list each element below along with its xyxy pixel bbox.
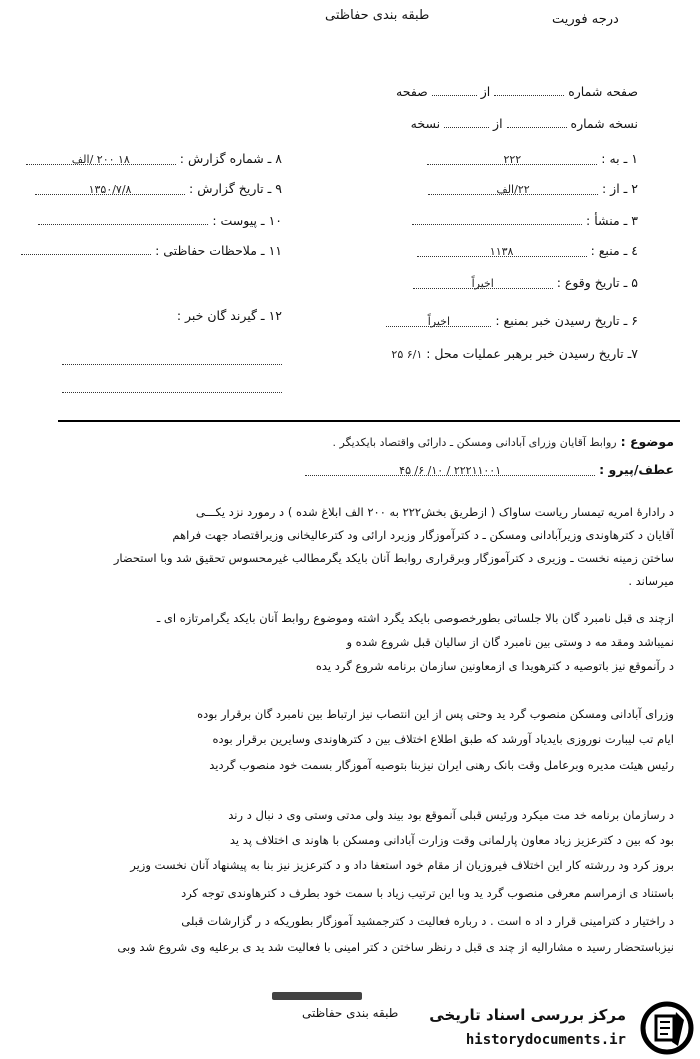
- reference-line: عطف/پیرو : ۲۲۲۱۱۰۰۱ / ۱۰/ ۶/ ۴۵: [305, 462, 674, 477]
- recipients-blank-line: [62, 350, 282, 369]
- page-number-field: صفحه شماره از صفحه: [396, 84, 638, 99]
- watermark-name: مرکز بررسی اسناد تاریخی: [429, 1006, 626, 1024]
- body-line: د رسازمان برنامه خد مت میکرد ورئیس قبلی آنموقع بود بیند ولی مدتی وستی وی د نبال د رند: [228, 808, 674, 822]
- field-news-to-source-date: ۶ ـ تاریخ رسیدن خبر بمنبع : اخیراً: [386, 313, 638, 328]
- body-line: رئیس هیئت مدیره وبرعامل وقت بانک رهنی ایران نیزبنا بتوصیه آموزگار بسمت خود منصوب گردید: [209, 758, 674, 772]
- field-to: ۱ ـ به : ۲۲۲: [427, 151, 638, 166]
- divider: [58, 420, 680, 422]
- field-security-notes: ۱۱ ـ ملاحظات حفاظتی :: [21, 243, 282, 258]
- body-line: نیزباستحضار رسید ه مشارالیه از چند ی قبل د رنظر ساختن د کتر امینی با فعالیت شد ید ی برعلیه وی شروع شد وبی: [117, 940, 674, 954]
- classification-footer: طبقه بندی حفاظتی: [302, 1006, 399, 1020]
- body-line: ازچند ی قبل نامبرد گان بالا جلساتی بطورخصوصی بایکد یگرد اشته وموضوع روابط آنان بایکد یگرامرتازه ای ـ: [156, 611, 674, 625]
- body-line: نمیباشد ومقد مه د وستی بین نامبرد گان از سالیان قبل شروع شده و: [346, 635, 674, 649]
- field-origin: ۳ ـ منشأ :: [412, 213, 638, 228]
- body-line: د رادارۀ امریه تیمسار ریاست ساواک ( ازطریق بخش۲۲۲ به ۲۰۰ الف ابلاغ شده ) د رمورد نزد یکـــی: [195, 505, 674, 519]
- field-from: ۲ ـ از : ۲۲/الف: [428, 181, 638, 196]
- body-line: ایام تب لیبارت نوروزی بایدیاد آورشد که طبق اطلاع اختلاف بین د کترهاوندی وسایرین برقرار بوده: [212, 732, 674, 746]
- body-line: ساختن زمینه نخست ـ وزیری د کترآموزگار وبرقراری روابط آنان بایکد یگرمطالب غیرمحسوس تحقیق شد وبا استحضار: [113, 551, 674, 565]
- field-recipients: ۱۲ ـ گیرند گان خبر :: [176, 308, 282, 323]
- watermark: [430, 998, 700, 1059]
- archive-logo-icon: [638, 1000, 696, 1056]
- body-line: د رآنموقع نیز باتوصیه د کترهویدا ی ازمعاونین سازمان برنامه شروع گرد یده: [315, 659, 674, 673]
- recipients-blank-line: [62, 378, 282, 397]
- field-attachment: ۱۰ ـ پیوست :: [38, 213, 282, 228]
- field-report-date: ۹ ـ تاریخ گزارش : ۱۳۵۰/۷/۸: [35, 181, 282, 196]
- body-line: میرساند .: [628, 574, 674, 588]
- field-source: ٤ ـ منبع : ۱۱۳۸: [417, 243, 638, 258]
- body-line: بود که بین د کترعزیز زیاد معاون پارلمانی وقت وزارت آبادانی ومسکن با هاوند ی اختلاف پد ید: [229, 833, 674, 847]
- field-occurrence-date: ۵ ـ تاریخ وقوع : اخیراً: [413, 275, 638, 290]
- subject-line: موضوع : روابط آقایان وزرای آبادانی ومسکن ـ دارائی واقتصاد بایکدیگر .: [332, 434, 674, 449]
- redaction-mark: [272, 992, 362, 1000]
- watermark-url: historydocuments.ir: [465, 1032, 626, 1048]
- body-line: بروز کرد ود ررشته کار این اختلاف فیروزیان از مقام خود استعفا داد و د کترعزیز نیز بنا به پیشنهاد آنان نخست وزیر: [130, 858, 674, 872]
- body-line: د راختیار د کترامینی قرار د اد ه است . د رباره فعالیت د کترجمشید آموزگار بطوریکه د ر گزارشات قبلی: [181, 914, 674, 928]
- field-news-to-leader-date: ۷ـ تاریخ رسیدن خبر برهبر عملیات محل : ۶/۱ ۲۵: [391, 346, 638, 361]
- body-line: آقایان د کترهاوندی وزیرآبادانی ومسکن ـ د کترآموزگار وزیرد ارائی ود کترعالیخانی وزیراقتصاد جهت فراهم: [172, 528, 674, 542]
- body-line: وزرای آبادانی ومسکن منصوب گرد ید وحتی پس از این انتصاب نیز ارتباط بین نامبرد گان برقرار بوده: [197, 707, 674, 721]
- classification-header: طبقه بندی حفاظتی: [325, 8, 430, 23]
- body-line: باستناد ی ازمراسم معرفی منصوب گرد ید وبا این ترتیب زیاد با سمت خود بطرف د کترهاوندی توجه کرد: [181, 886, 674, 900]
- copy-number-field: نسخه شماره از نسخه: [410, 116, 638, 131]
- urgency-label: درجه فوریت: [552, 12, 619, 27]
- field-report-number: ۸ ـ شماره گزارش : ۱۸ ۲۰۰ /الف: [26, 151, 282, 166]
